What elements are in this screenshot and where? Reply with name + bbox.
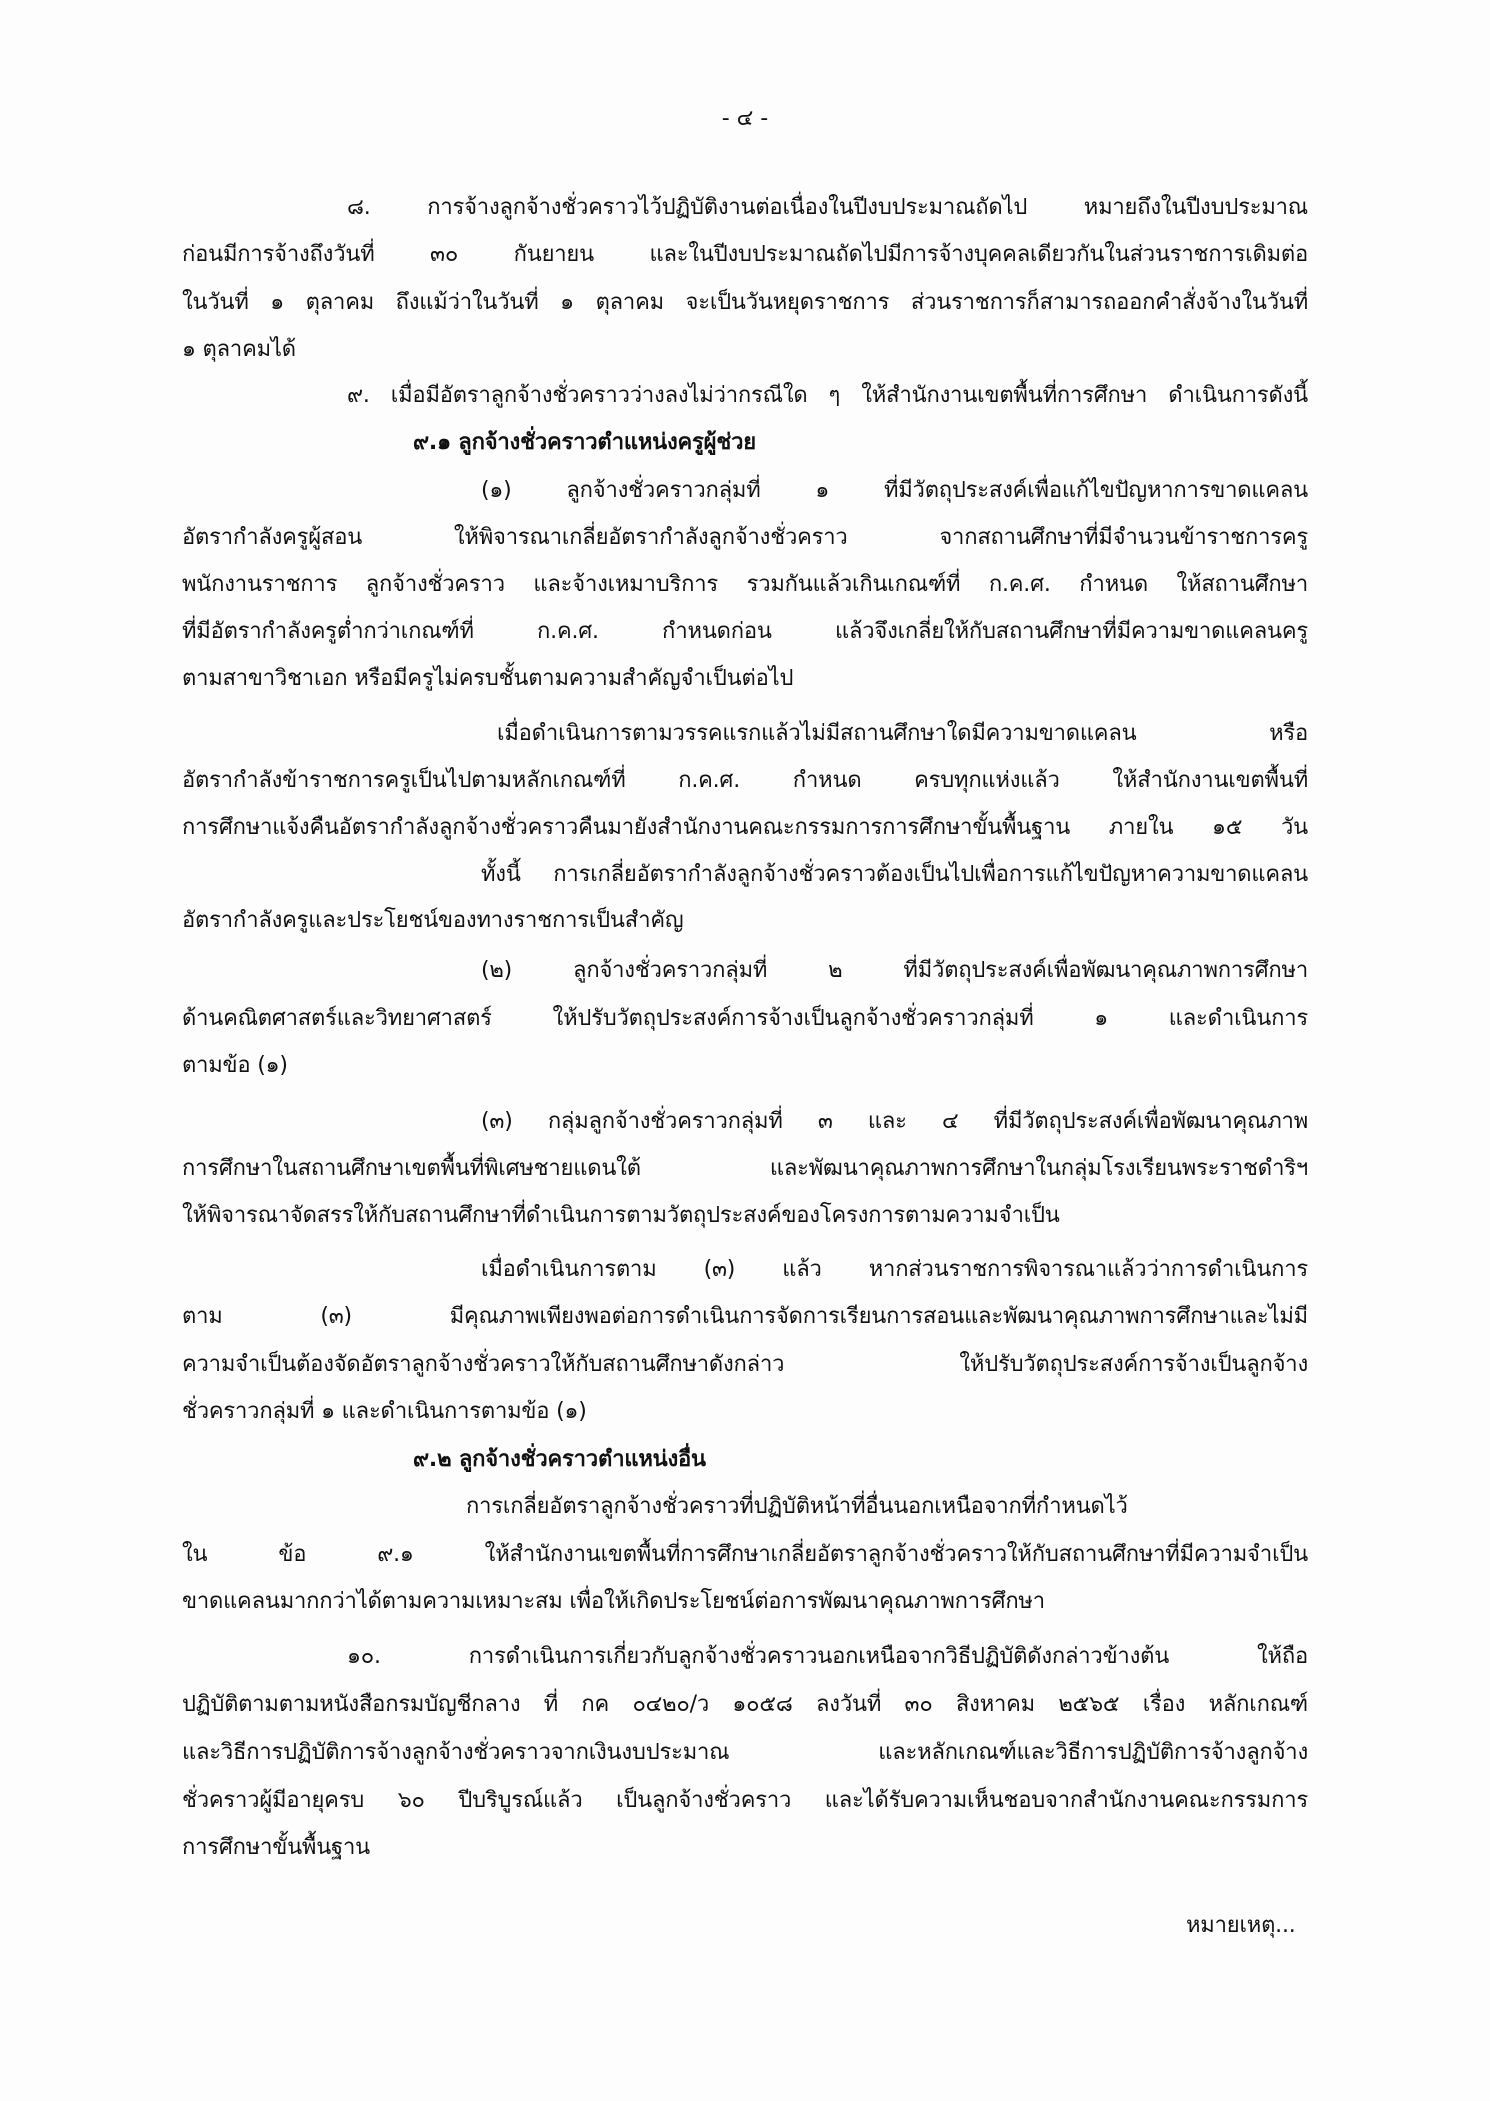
text-line: ๙. เมื่อมีอัตราลูกจ้างชั่วคราวว่างลงไม่ว่ากรณีใด ๆ ให้สำนักงานเขตพื้นที่การศึกษา ดำเนินการดังนี้ [347, 383, 1308, 408]
text-line: ด้านคณิตศาสตร์และวิทยาศาสตร์ ให้ปรับวัตถุประสงค์การจ้างเป็นลูกจ้างชั่วคราวกลุ่มที่ ๑ และดำเนินการ [182, 1006, 1308, 1031]
text-line: (๑) ลูกจ้างชั่วคราวกลุ่มที่ ๑ ที่มีวัตถุประสงค์เพื่อแก้ไขปัญหาการขาดแคลน [481, 478, 1308, 503]
text-line: ชั่วคราวผู้มีอายุครบ ๖๐ ปีบริบูรณ์แล้ว เป็นลูกจ้างชั่วคราว และได้รับความเห็นชอบจากสำนักงานคณะกรรมการ [182, 1788, 1308, 1813]
text-line: ก่อนมีการจ้างถึงวันที่ ๓๐ กันยายน และในปีงบประมาณถัดไปมีการจ้างบุคคลเดียวกันในส่วนราชการเดิมต่อ [182, 242, 1308, 267]
text-line: ที่มีอัตรากำลังครูต่ำกว่าเกณฑ์ที่ ก.ค.ศ. กำหนดก่อน แล้วจึงเกลี่ยให้กับสถานศึกษาที่มีความขาดแคลนครู [182, 619, 1308, 644]
text-line: เมื่อดำเนินการตาม (๓) แล้ว หากส่วนราชการพิจารณาแล้วว่าการดำเนินการ [481, 1257, 1308, 1282]
page-number: - ๔ - [721, 106, 769, 131]
text-line: ใน ข้อ ๙.๑ ให้สำนักงานเขตพื้นที่การศึกษาเกลี่ยอัตราลูกจ้างชั่วคราวให้กับสถานศึกษาที่มีความจำเป็น [182, 1542, 1308, 1567]
text-line: ให้พิจารณาจัดสรรให้กับสถานศึกษาที่ดำเนินการตามวัตถุประสงค์ของโครงการตามความจำเป็น [182, 1203, 1060, 1228]
text-line: เมื่อดำเนินการตามวรรคแรกแล้วไม่มีสถานศึกษาใดมีความขาดแคลน หรือ [497, 721, 1308, 746]
text-line: อัตรากำลังครูและประโยชน์ของทางราชการเป็นสำคัญ [182, 908, 684, 933]
text-line: ปฏิบัติตามตามหนังสือกรมบัญชีกลาง ที่ กค ๐๔๒๐/ว ๑๐๕๘ ลงวันที่ ๓๐ สิงหาคม ๒๕๖๕ เรื่อง หลักเกณฑ์ [182, 1692, 1308, 1717]
text-line: ๘. การจ้างลูกจ้างชั่วคราวไว้ปฏิบัติงานต่อเนื่องในปีงบประมาณถัดไป หมายถึงในปีงบประมาณ [347, 195, 1308, 220]
text-line: ๑๐. การดำเนินการเกี่ยวกับลูกจ้างชั่วคราวนอกเหนือจากวิธีปฏิบัติดังกล่าวข้างต้น ให้ถือ [347, 1644, 1308, 1669]
continuation-note: หมายเหตุ... [1186, 1913, 1296, 1938]
text-line: พนักงานราชการ ลูกจ้างชั่วคราว และจ้างเหมาบริการ รวมกันแล้วเกินเกณฑ์ที่ ก.ค.ศ. กำหนด ให้สถานศึกษา [182, 572, 1308, 597]
text-line: อัตรากำลังครูผู้สอน ให้พิจารณาเกลี่ยอัตรากำลังลูกจ้างชั่วคราว จากสถานศึกษาที่มีจำนวนข้าราชการครู [182, 525, 1308, 550]
text-line: การเกลี่ยอัตราลูกจ้างชั่วคราวที่ปฏิบัติหน้าที่อื่นนอกเหนือจากที่กำหนดไว้ [466, 1494, 1128, 1519]
text-line: (๒) ลูกจ้างชั่วคราวกลุ่มที่ ๒ ที่มีวัตถุประสงค์เพื่อพัฒนาคุณภาพการศึกษา [481, 958, 1308, 983]
text-line: ชั่วคราวกลุ่มที่ ๑ และดำเนินการตามข้อ (๑) [182, 1399, 587, 1424]
text-line: อัตรากำลังข้าราชการครูเป็นไปตามหลักเกณฑ์ที่ ก.ค.ศ. กำหนด ครบทุกแห่งแล้ว ให้สำนักงานเขตพื้นที่ [182, 768, 1308, 793]
text-line: การศึกษาในสถานศึกษาเขตพื้นที่พิเศษชายแดนใต้ และพัฒนาคุณภาพการศึกษาในกลุ่มโรงเรียนพระราชดำริฯ [182, 1156, 1308, 1181]
text-line: และวิธีการปฏิบัติการจ้างลูกจ้างชั่วคราวจากเงินงบประมาณ และหลักเกณฑ์และวิธีการปฏิบัติการจ้างลูกจ้าง [182, 1740, 1308, 1765]
text-line: ความจำเป็นต้องจัดอัตราลูกจ้างชั่วคราวให้กับสถานศึกษาดังกล่าว ให้ปรับวัตถุประสงค์การจ้างเป็นลูกจ้าง [182, 1352, 1308, 1377]
text-line: ๑ ตุลาคมได้ [182, 337, 296, 362]
text-line: ตาม (๓) มีคุณภาพเพียงพอต่อการดำเนินการจัดการเรียนการสอนและพัฒนาคุณภาพการศึกษาและไม่มี [182, 1304, 1308, 1329]
text-line: (๓) กลุ่มลูกจ้างชั่วคราวกลุ่มที่ ๓ และ ๔ ที่มีวัตถุประสงค์เพื่อพัฒนาคุณภาพ [481, 1109, 1308, 1134]
text-line: ทั้งนี้ การเกลี่ยอัตรากำลังลูกจ้างชั่วคราวต้องเป็นไปเพื่อการแก้ไขปัญหาความขาดแคลน [481, 862, 1308, 887]
section-heading: ๙.๑ ลูกจ้างชั่วคราวตำแหน่งครูผู้ช่วย [413, 430, 756, 455]
section-heading: ๙.๒ ลูกจ้างชั่วคราวตำแหน่งอื่น [413, 1447, 706, 1472]
text-line: ตามสาขาวิชาเอก หรือมีครูไม่ครบชั้นตามความสำคัญจำเป็นต่อไป [182, 666, 794, 691]
text-line: ขาดแคลนมากกว่าได้ตามความเหมาะสม เพื่อให้เกิดประโยชน์ต่อการพัฒนาคุณภาพการศึกษา [182, 1589, 1045, 1614]
text-line: ตามข้อ (๑) [182, 1053, 288, 1078]
text-line: การศึกษาขั้นพื้นฐาน [182, 1835, 370, 1860]
text-line: ในวันที่ ๑ ตุลาคม ถึงแม้ว่าในวันที่ ๑ ตุลาคม จะเป็นวันหยุดราชการ ส่วนราชการก็สามารถออกคำสั่งจ้างในวันที่ [182, 290, 1308, 315]
text-line: การศึกษาแจ้งคืนอัตรากำลังลูกจ้างชั่วคราวคืนมายังสำนักงานคณะกรรมการการศึกษาขั้นพื้นฐาน ภายใน ๑๕ วัน [182, 815, 1308, 840]
